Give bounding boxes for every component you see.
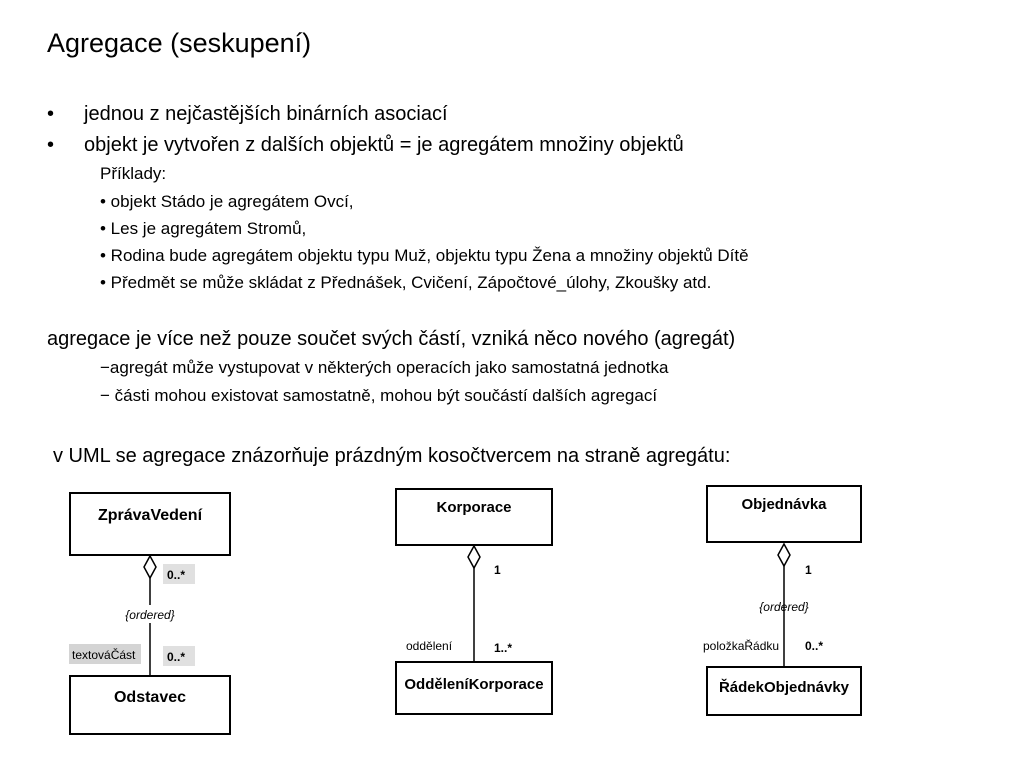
- sub-point: −agregát může vystupovat v některých operacích jako samostatná jednotka: [100, 358, 669, 377]
- bullet-text: objekt je vytvořen z dalších objektů = je agregátem množiny objektů: [84, 134, 684, 156]
- multiplicity-whole: 1: [805, 563, 812, 577]
- examples-heading: Příklady:: [100, 164, 167, 183]
- bullet-marker: •: [47, 103, 55, 125]
- class-name-whole: ZprávaVedení: [97, 507, 203, 524]
- class-name-part: OdděleníKorporace: [404, 676, 544, 693]
- example-item: • objekt Stádo je agregátem Ovcí,: [100, 192, 354, 211]
- constraint-label: {ordered}: [125, 608, 175, 622]
- multiplicity-whole: 0..*: [167, 568, 186, 582]
- uml-diagram-korporace: [388, 484, 563, 719]
- statement: agregace je více než pouze součet svých částí, vzniká něco nového (agregát): [47, 328, 736, 350]
- role-label: textováČást: [72, 648, 136, 662]
- class-name-part: ŘádekObjednávky: [718, 679, 850, 696]
- role-label: oddělení: [406, 639, 453, 653]
- multiplicity-part: 1..*: [494, 641, 513, 655]
- aggregation-diamond-icon: [468, 546, 480, 568]
- role-label: položkaŘádku: [703, 639, 780, 653]
- aggregation-diamond-icon: [144, 556, 156, 578]
- constraint-label: {ordered}: [759, 600, 809, 614]
- class-name-whole: Objednávka: [741, 496, 827, 513]
- bullet-marker: •: [47, 134, 55, 156]
- multiplicity-part: 0..*: [805, 639, 824, 653]
- example-item: • Předmět se může skládat z Přednášek, Cvičení, Zápočtové_úlohy, Zkoušky atd.: [100, 273, 712, 292]
- sub-point: − části mohou existovat samostatně, mohou být součástí dalších agregací: [100, 386, 658, 405]
- aggregation-diamond-icon: [778, 544, 790, 566]
- page-title: Agregace (seskupení): [47, 28, 312, 58]
- uml-diagram-zprava: [55, 488, 245, 758]
- class-name-whole: Korporace: [436, 499, 512, 516]
- class-name-part: Odstavec: [113, 689, 187, 706]
- class-box-whole: [707, 486, 861, 542]
- uml-diagram-objednavka: [697, 481, 872, 721]
- bullet-item: [47, 134, 684, 157]
- multiplicity-part: 0..*: [167, 650, 186, 664]
- bullet-item: [47, 103, 448, 126]
- bullet-text: jednou z nejčastějších binárních asociací: [84, 103, 448, 125]
- class-box-whole: [396, 489, 552, 545]
- example-item: • Les je agregátem Stromů,: [100, 219, 307, 238]
- uml-intro: v UML se agregace znázorňuje prázdným kosočtvercem na straně agregátu:: [53, 445, 731, 467]
- example-item: • Rodina bude agregátem objektu typu Muž, objektu typu Žena a množiny objektů Dítě: [100, 246, 749, 265]
- multiplicity-whole: 1: [494, 563, 501, 577]
- class-box-whole: [70, 493, 230, 555]
